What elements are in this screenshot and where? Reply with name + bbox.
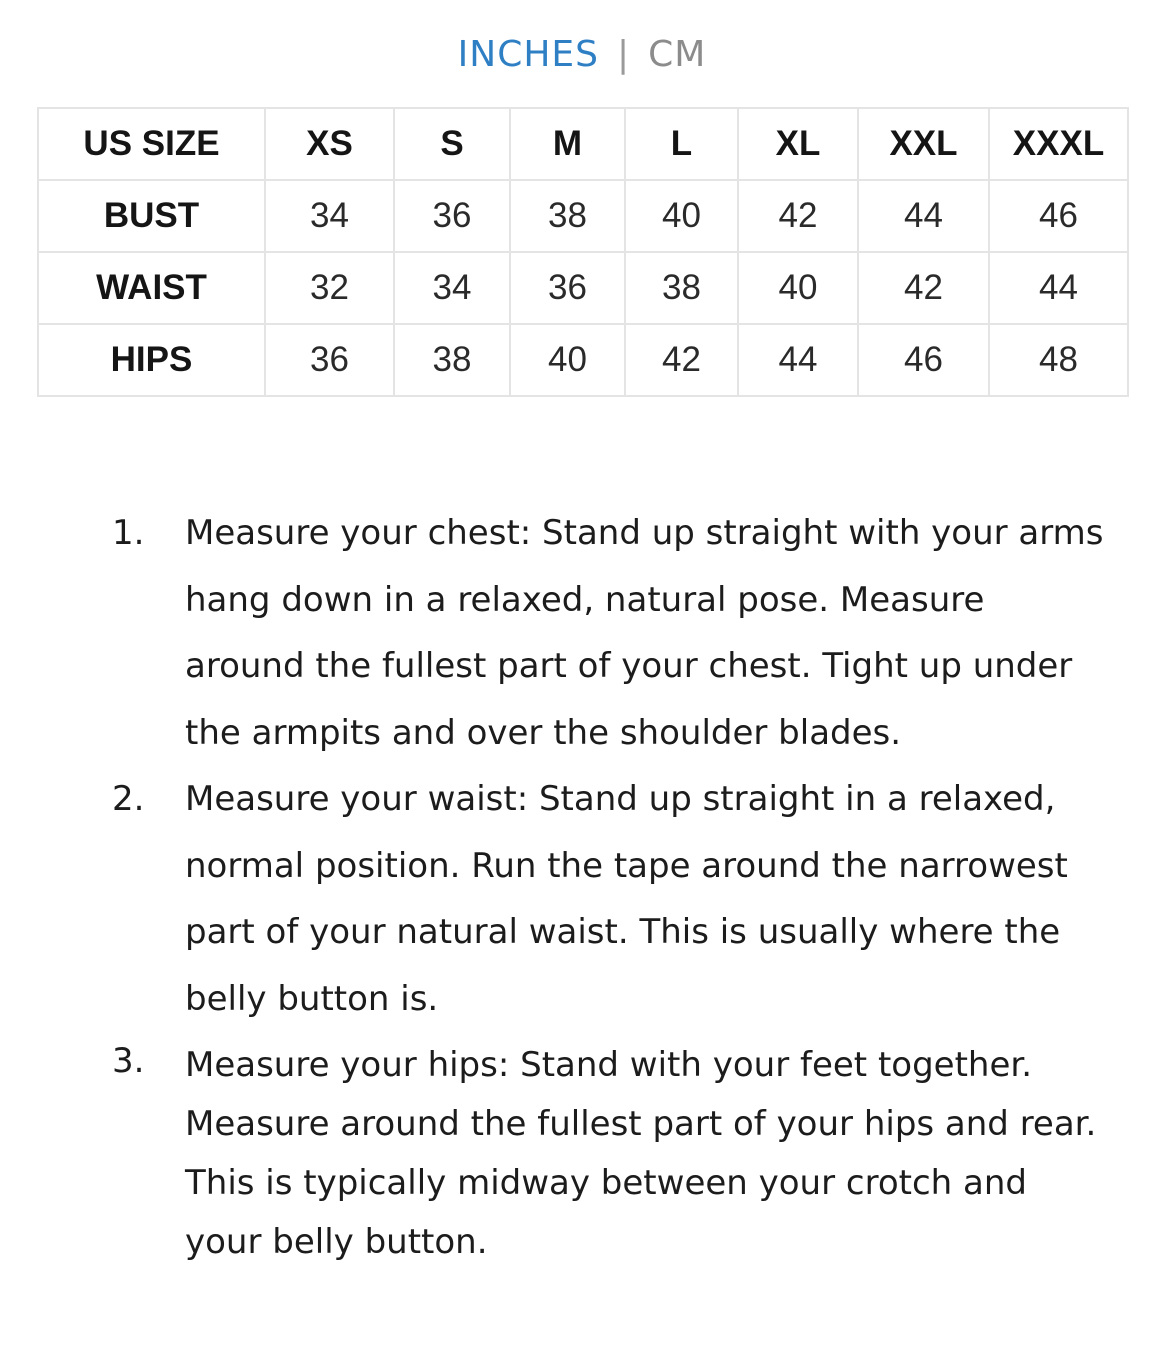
table-cell: 46 xyxy=(989,180,1128,252)
table-row-bust xyxy=(38,180,1128,252)
unit-separator: | xyxy=(617,34,631,75)
table-cell: 44 xyxy=(989,252,1128,324)
instruction-number: 3. xyxy=(112,1041,145,1081)
size-chart-table xyxy=(37,107,1129,397)
header-size: M xyxy=(510,108,625,180)
table-cell: 44 xyxy=(738,324,858,396)
table-cell: 40 xyxy=(510,324,625,396)
table-cell: 46 xyxy=(858,324,989,396)
table-cell: 42 xyxy=(738,180,858,252)
table-cell: 40 xyxy=(625,180,738,252)
header-size: XXXL xyxy=(989,108,1128,180)
table-cell: 42 xyxy=(858,252,989,324)
header-size: XS xyxy=(265,108,394,180)
measurement-instructions xyxy=(0,500,1164,1272)
header-size: L xyxy=(625,108,738,180)
unit-cm-tab[interactable]: CM xyxy=(648,34,707,75)
table-cell: 36 xyxy=(394,180,510,252)
instruction-text: Measure your chest: Stand up straight with your arms hang down in a relaxed, natural pose. Measure around the fullest part of your chest. Tight up under the armpits and over the shoulder blades. xyxy=(185,513,1104,753)
table-row-waist xyxy=(38,252,1128,324)
instruction-waist xyxy=(0,766,1164,1032)
instruction-number: 1. xyxy=(112,513,145,553)
table-cell: 34 xyxy=(265,180,394,252)
table-cell: 48 xyxy=(989,324,1128,396)
header-size: XXL xyxy=(858,108,989,180)
table-cell: 36 xyxy=(510,252,625,324)
row-label: HIPS xyxy=(38,324,265,396)
header-size: XL xyxy=(738,108,858,180)
instruction-number: 2. xyxy=(112,779,145,819)
instruction-chest xyxy=(0,500,1164,766)
header-us-size: US SIZE xyxy=(38,108,265,180)
table-cell: 38 xyxy=(394,324,510,396)
row-label: WAIST xyxy=(38,252,265,324)
table-cell: 42 xyxy=(625,324,738,396)
table-row-hips xyxy=(38,324,1128,396)
row-label: BUST xyxy=(38,180,265,252)
table-cell: 36 xyxy=(265,324,394,396)
table-cell: 40 xyxy=(738,252,858,324)
table-cell: 38 xyxy=(625,252,738,324)
unit-toggle xyxy=(0,30,1164,80)
table-cell: 32 xyxy=(265,252,394,324)
instruction-text: Measure your hips: Stand with your feet together. Measure around the fullest part of your hips and rear. This is typically midway between your crotch and your belly button. xyxy=(185,1045,1097,1262)
table-cell: 38 xyxy=(510,180,625,252)
table-cell: 34 xyxy=(394,252,510,324)
table-cell: 44 xyxy=(858,180,989,252)
header-size: S xyxy=(394,108,510,180)
unit-inches-tab[interactable]: INCHES xyxy=(457,34,599,75)
instruction-hips xyxy=(0,1032,1164,1272)
instruction-text: Measure your waist: Stand up straight in a relaxed, normal position. Run the tape around the narrowest part of your natural waist. This is usually where the belly button is. xyxy=(185,779,1068,1019)
table-header-row xyxy=(38,108,1128,180)
